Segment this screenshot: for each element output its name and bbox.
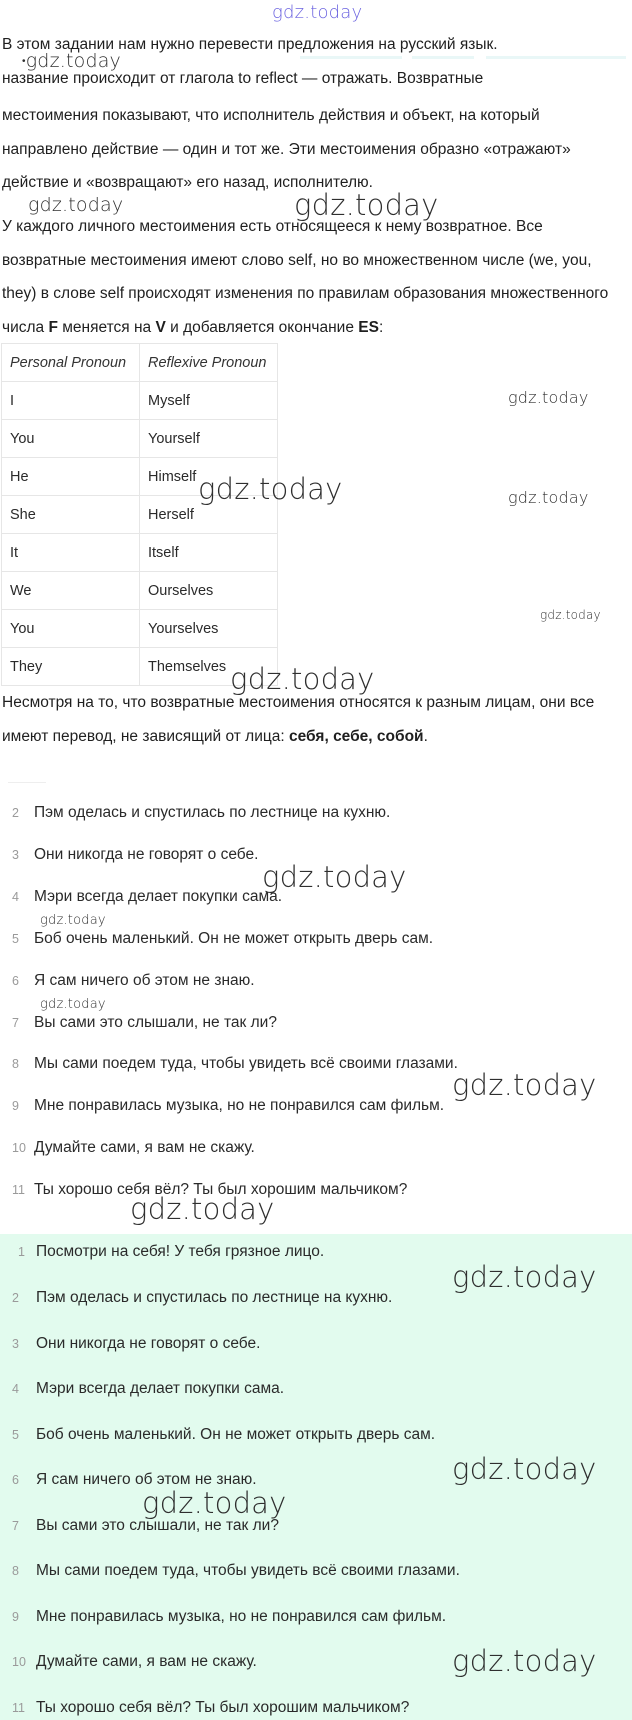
divider [8,782,46,783]
item-number: 2 [12,1291,19,1305]
personal-pronoun-cell: They [2,648,140,686]
item-text: Я сам ничего об этом не знаю. [36,1471,257,1488]
item-number: 10 [12,1141,26,1155]
watermark: gdz.today [40,913,106,928]
rule-letter-f: F [48,318,58,336]
reflexive-pronoun-cell: Himself [140,458,278,496]
item-text: Мэри всегда делает покупки сама. [34,888,283,905]
watermark: gdz.today [508,388,589,407]
item-text: Мне понравилась музыка, но не понравился сам фильм. [34,1097,445,1114]
note-text: Несмотря на то, что возвратные местоимения относятся к разным лицам, они все имеют перевод, не зависящий от лица: [2,694,595,745]
item-number: 6 [12,974,19,988]
item-number: 4 [12,1382,19,1396]
personal-pronoun-cell: You [2,420,140,458]
item-text: Они никогда не говорят о себе. [36,1335,261,1352]
watermark: •gdz.today [22,50,122,72]
item-number: 5 [12,932,19,946]
item-number: 3 [12,1337,19,1351]
item-text: Думайте сами, я вам не скажу. [34,1139,255,1156]
watermark: gdz.today [508,488,589,507]
watermark: gdz.today [294,188,439,222]
table-row [2,382,278,420]
watermark: gdz.today [452,1260,597,1294]
watermark: gdz.today [230,662,375,696]
item-text: Они никогда не говорят о себе. [34,846,259,863]
watermark-top: gdz.today [272,2,363,23]
item-number: 1 [18,1245,25,1259]
item-number: 8 [12,1564,19,1578]
item-text: Ты хорошо себя вёл? Ты был хорошим мальчиком? [36,1699,410,1716]
item-number: 7 [12,1519,19,1533]
item-text: Посмотри на себя! У тебя грязное лицо. [36,1243,325,1260]
reflexive-pronoun-cell: Yourselves [140,610,278,648]
reflexive-pronoun-cell: Yourself [140,420,278,458]
watermark: gdz.today [142,1486,287,1520]
rule-ending-es: ES [358,318,379,336]
item-text: Вы сами это слышали, не так ли? [36,1517,279,1534]
rule-text: и добавляется окончание [165,318,359,336]
item-number: 10 [12,1655,26,1669]
table-row [2,534,278,572]
personal-pronoun-cell: You [2,610,140,648]
rule-letter-v: V [155,318,166,336]
watermark: gdz.today [130,1192,275,1226]
item-text: Вы сами это слышали, не так ли? [34,1014,277,1031]
translation-note [2,686,627,753]
divider [300,56,402,59]
divider [412,56,474,59]
item-number: 2 [12,806,19,820]
item-number: 11 [12,1701,25,1715]
reflexive-pronoun-cell: Myself [140,382,278,420]
item-text: Мэри всегда делает покупки сама. [36,1380,285,1397]
watermark: gdz.today [452,1644,597,1678]
item-number: 5 [12,1428,19,1442]
item-text: Пэм оделась и спустилась по лестнице на кухню. [34,804,391,821]
item-text: Боб очень маленький. Он не может открыть дверь сам. [36,1426,436,1443]
watermark: gdz.today [28,194,124,216]
header-reflexive-pronoun: Reflexive Pronoun [140,344,278,382]
table-row [2,420,278,458]
item-text: Я сам ничего об этом не знаю. [34,972,255,989]
item-number: 9 [12,1610,19,1624]
table-row [2,458,278,496]
item-number: 3 [12,848,19,862]
plural-rule-text [2,210,627,344]
personal-pronoun-cell: It [2,534,140,572]
item-text: Думайте сами, я вам не скажу. [36,1653,257,1670]
watermark: gdz.today [540,608,601,622]
item-number: 8 [12,1057,19,1071]
item-number: 6 [12,1473,19,1487]
item-text: Мы сами поедем туда, чтобы увидеть всё своими глазами. [36,1562,460,1579]
header-personal-pronoun: Personal Pronoun [2,344,140,382]
item-number: 9 [12,1099,19,1113]
table-header-row [2,344,278,382]
personal-pronoun-cell: She [2,496,140,534]
watermark: gdz.today [452,1068,597,1102]
watermark: gdz.today [198,472,343,506]
item-text: Ты хорошо себя вёл? Ты был хорошим мальчиком? [34,1181,408,1198]
personal-pronoun-cell: He [2,458,140,496]
table-row [2,572,278,610]
item-text: Мы сами поедем туда, чтобы увидеть всё своими глазами. [34,1055,458,1072]
pronoun-table [1,343,278,686]
note-text: . [423,727,428,745]
intro-text: В этом задании нам нужно перевести предложения на русский язык. [2,36,498,53]
watermark: gdz.today [40,997,106,1012]
rule-text: У каждого личного местоимения есть относящееся к нему возвратное. Все возвратные местоимения имеют слово self, но во множественном числе (we, you, they) в слове self происходят изменения по правилам образования множественного числа [2,218,609,336]
note-bold-forms: себя, себе, собой [289,727,424,745]
table-row [2,610,278,648]
table-row [2,648,278,686]
item-number: 7 [12,1016,19,1030]
personal-pronoun-cell: We [2,572,140,610]
item-text: Пэм оделась и спустилась по лестнице на кухню. [36,1289,393,1306]
reflexive-pronoun-cell: Itself [140,534,278,572]
reflexive-pronoun-cell: Themselves [140,648,278,686]
divider [486,56,626,59]
item-text: Боб очень маленький. Он не может открыть дверь сам. [34,930,434,947]
rule-text: : [378,318,384,336]
reflexive-explanation: местоимения показывают, что исполнитель действия и объект, на который направлено действие — один и тот же. Эти местоимения образно «отражают» действие и «возвращают» его назад, исполнителю. [2,107,571,191]
item-number: 4 [12,890,19,904]
watermark: gdz.today [452,1452,597,1486]
item-number: 11 [12,1183,25,1197]
watermark: gdz.today [262,860,407,894]
table-row [2,496,278,534]
personal-pronoun-cell: I [2,382,140,420]
rule-text: меняется на [57,318,156,336]
reflexive-pronoun-cell: Herself [140,496,278,534]
item-text: Мне понравилась музыка, но не понравился сам фильм. [36,1608,447,1625]
reflexive-pronoun-cell: Ourselves [140,572,278,610]
cut-off-line: название происходит от глагола to reflect — отражать. Возвратные [2,70,484,87]
